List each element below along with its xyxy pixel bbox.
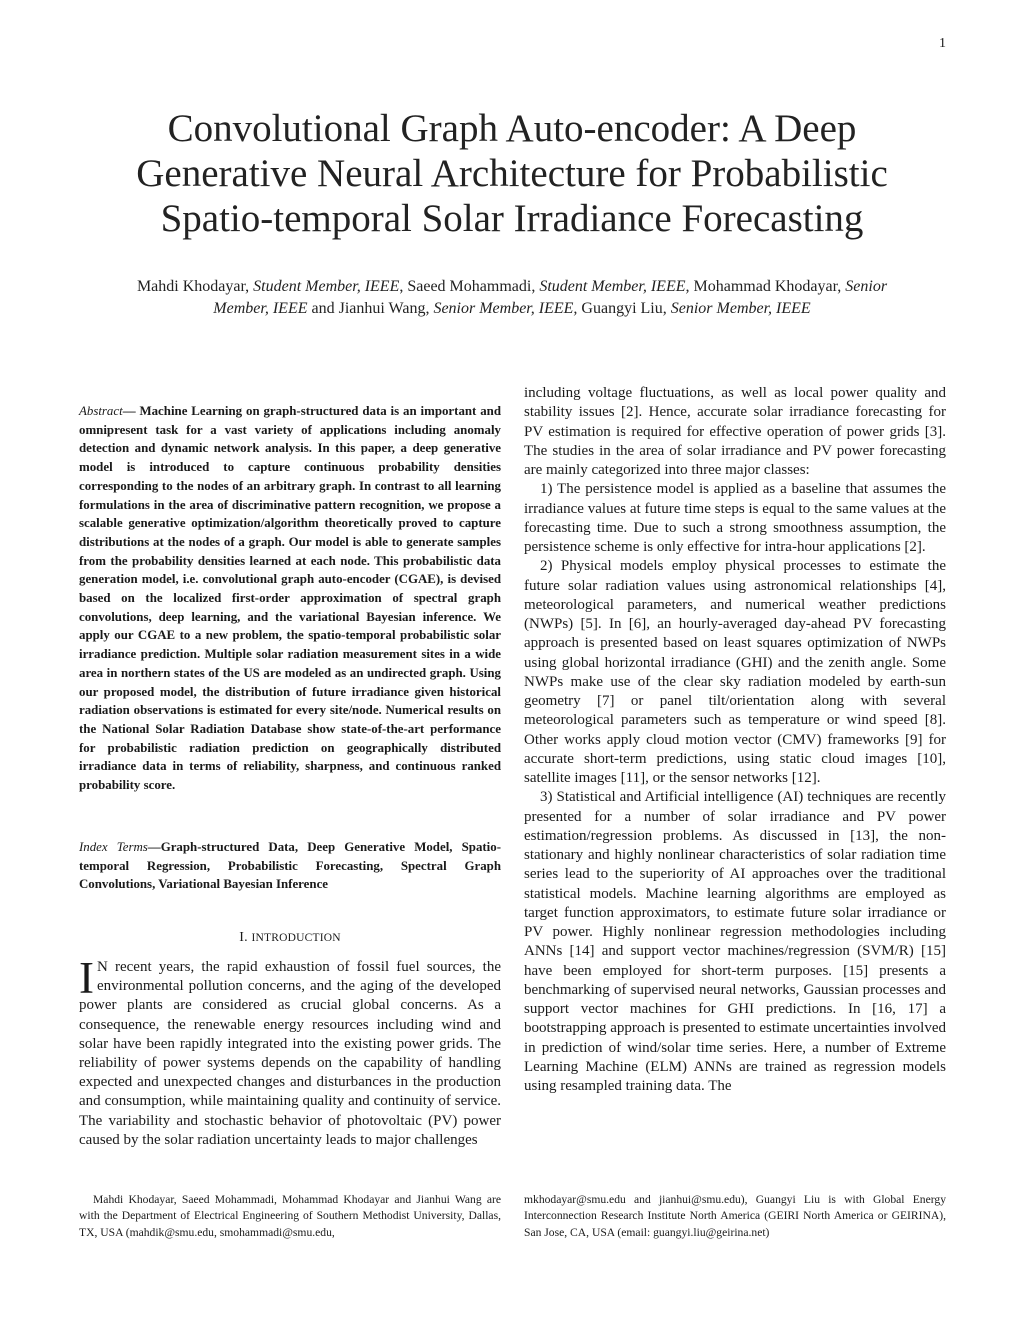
- section-number: I.: [239, 930, 252, 945]
- paper-title: Convolutional Graph Auto-encoder: A Deep Generative Neural Architecture for Probabilistic Spatio-temporal Solar Irradiance Forecasting: [136, 107, 888, 240]
- author-membership: Student Member, IEEE,: [539, 278, 690, 295]
- paragraph: 3) Statistical and Artificial intelligence (AI) techniques are recently presented for a number of solar irradiance and PV power estimation/regression problems. As discussed in [13], the non-stationary and highly nonlinear characteristics of solar radiation time series lead to the superiority of AI approaches over the traditional statistical models. Machine learning algorithms are employed as target function approximators, to estimate future solar irradiance or PV power. Highly nonlinear regression methodologies including ANNs [14] and support vector machines/regression (SVM/R) [15] have been employed for short-term purposes. [15] presents a benchmarking of supervised neural networks, Gaussian processes and support vector machines for GHI predictions. In [16, 17] a bootstrapping approach is presented to estimate uncertainties involved in prediction of wind/solar time series. Here, a number of Extreme Learning Machine (ELM) ANNs are trained as regression models using resampled training data. The: [524, 789, 946, 1094]
- author-list: [120, 276, 904, 320]
- paragraph: 1) The persistence model is applied as a baseline that assumes the irradiance values at future time steps is equal to the same values at the forecasting time. Due to such a strong smoothness assumption, the persistence scheme is only effective for intra-hour applications [2].: [524, 481, 946, 555]
- index-terms-label: Index Terms: [79, 840, 148, 854]
- introduction-text: N recent years, the rapid exhaustion of fossil fuel sources, the environmental pollution concerns, and the aging of the developed power plants are considered as crucial global concerns. As a consequence, the renewable energy resources including wind and solar have been rapidly integrated into the existing power grids. The reliability of power systems depends on the capability of handling expected and unexpected changes and disturbances in the production and consumption, while maintaining quality and continuity of service. The variability and stochastic behavior of photovoltaic (PV) power caused by the solar radiation uncertainty leads to major challenges: [79, 959, 501, 1148]
- footnote-affiliation: Mahdi Khodayar, Saeed Mohammadi, Mohammad Khodayar and Jianhui Wang are with the Department of Electrical Engineering of Southern Methodist University, Dallas, TX, USA (mahdik@smu.edu, smohammadi@smu.edu,: [79, 1193, 501, 1239]
- page-number: 1: [939, 36, 946, 51]
- author-membership: Senior Member, IEEE: [670, 300, 811, 317]
- drop-cap: I: [79, 953, 94, 1003]
- author-name: Mahdi Khodayar,: [136, 278, 254, 295]
- author-name: Mohammad Khodayar,: [689, 278, 846, 295]
- author-name: and Jianhui Wang,: [307, 300, 434, 317]
- author-membership: Student Member, IEEE: [253, 278, 400, 295]
- paragraph: including voltage fluctuations, as well as local power quality and stability issues [2]. Hence, accurate solar irradiance forecasting for PV estimation is required for effective operation of power grids [3]. The studies in the area of solar irradiance and PV power forecasting are mainly categorized into three major classes:: [524, 385, 946, 478]
- author-name: , Saeed Mohammadi,: [399, 278, 540, 295]
- introduction-paragraph: [79, 953, 501, 1150]
- footnote-affiliation-continued: mkhodayar@smu.edu and jianhui@smu.edu), Guangyi Liu is with Global Energy Interconnection Research Institute North America (GEIRI North America or GEIRINA), San Jose, CA, USA (email: guangyi.liu@geirina.net): [524, 1193, 946, 1239]
- author-membership: Senior Member, IEEE: [213, 278, 888, 317]
- abstract-text: — Machine Learning on graph-structured data is an important and omnipresent task for a vast variety of applications including anomaly detection and dynamic network analysis. In this paper, a deep generative model is introduced to capture continuous probability densities corresponding to the nodes of an arbitrary graph. In contrast to all learning formulations in the area of discriminative pattern recognition, we propose a scalable generative optimization/algorithm theoretically proved to capture distributions at the nodes of a graph. Our model is able to generate samples from the probability densities learned at each node. This probabilistic data generation model, i.e. convolutional graph auto-encoder (CGAE), is devised based on the localized first-order approximation of spectral graph convolutions, deep learning, and the variational Bayesian inference. We apply our CGAE to a new problem, the spatio-temporal probabilistic solar irradiance prediction. Multiple solar radiation measurement sites in a wide area in northern states of the US are modeled as an undirected graph. Using our proposed model, the distribution of future irradiance given historical radiation observations is estimated for every site/node. Numerical results on the National Solar Radiation Database show state-of-the-art performance for probabilistic radiation prediction on geographically distributed irradiance data in terms of reliability, sharpness, and continuous ranked probability score.: [79, 404, 501, 793]
- abstract: [79, 402, 501, 795]
- right-column-text: [524, 384, 946, 1096]
- index-terms: [79, 838, 501, 894]
- section-title: INTRODUCTION: [251, 932, 341, 944]
- abstract-label: Abstract: [79, 404, 123, 418]
- paragraph: 2) Physical models employ physical processes to estimate the future solar radiation values using astronomical relationships [4], meteorological parameters, and numerical weather predictions (NWPs) [5]. In [6], an hourly-averaged day-ahead PV forecasting approach is presented based on least squares optimization of NWPs using global horizontal irradiance (GHI) and the zenith angle. Some NWPs make use of the clear sky radiation modeled by earth-sun geometry [7] or panel tilt/orientation along with several meteorological parameters such as temperature or wind speed [8]. Other works apply cloud motion vector (CMV) frameworks [9] for accurate short-term predictions, using static cloud images [10], satellite images [11], or the sensor networks [12].: [524, 558, 946, 786]
- index-terms-text: —Graph-structured Data, Deep Generative Model, Spatio-temporal Regression, Probabilistic Forecasting, Spectral Graph Convolutions, Variational Bayesian Inference: [79, 840, 502, 892]
- author-name: Guangyi Liu,: [577, 300, 671, 317]
- section-heading: [79, 930, 501, 946]
- author-membership: Senior Member, IEEE,: [433, 300, 578, 317]
